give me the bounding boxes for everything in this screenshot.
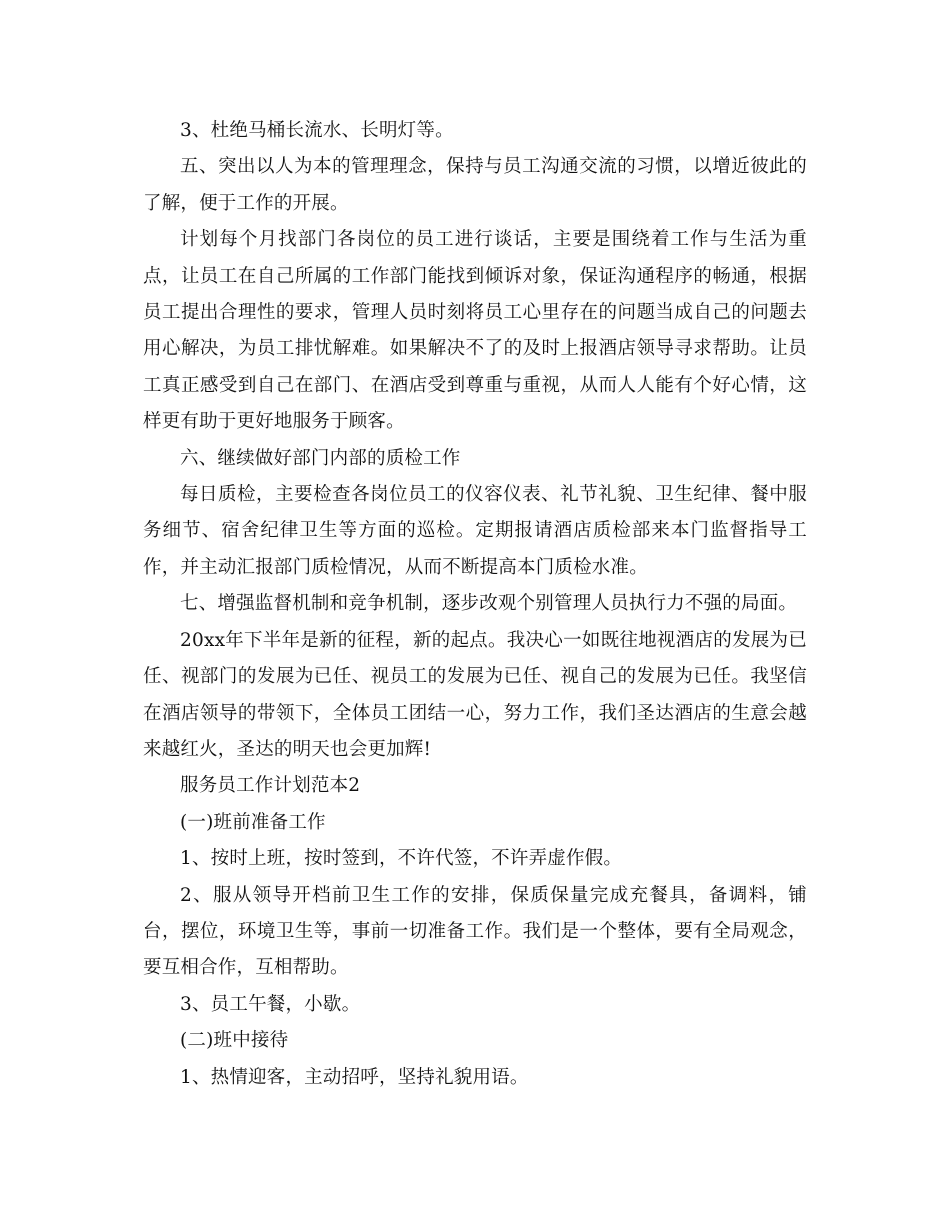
paragraph-item-2-preparation: 2、服从领导开档前卫生工作的安排，保质保量完成充餐具，备调料，铺台，摆位，环境卫生等，事前一切准备工作。我们是一个整体，要有全局观念，要互相合作，互相帮助。 <box>143 884 807 979</box>
subheading-pre-shift: (一)班前准备工作 <box>180 811 326 833</box>
paragraph-monthly-talks: 计划每个月找部门各岗位的员工进行谈话，主要是围绕着工作与生活为重点，让员工在自己所属的工作部门能找到倾诉对象，保证沟通程序的畅通，根据员工提出合理性的要求，管理人员时刻将员工心里存在的问题当成自己的问题去用心解决，为员工排忧解难。如果解决不了的及时上报酒店领导寻求帮助。让员工真正感受到自己在部门、在酒店受到尊重与重视，从而人人能有个好心情，这样更有助于更好地服务于顾客。 <box>143 229 807 433</box>
paragraph-item-3-lunch: 3、员工午餐，小歇。 <box>180 993 361 1015</box>
subheading-mid-shift: (二)班中接待 <box>180 1030 289 1052</box>
section-heading-7: 七、增强监督机制和竞争机制，逐步改观个别管理人员执行力不强的局面。 <box>180 593 798 615</box>
paragraph-item-1-punctuality: 1、按时上班，按时签到，不许代签，不许弄虚作假。 <box>180 848 623 870</box>
paragraph-second-half-year: 20xx年下半年是新的征程，新的起点。我决心一如既往地视酒店的发展为已任、视部门的发展为已任、视员工的发展为已任、视自己的发展为已任。我坚信在酒店领导的带领下，全体员工团结一心，努力工作，我们圣达酒店的生意会越来越红火，圣达的明天也会更加辉! <box>143 629 807 760</box>
document-body <box>143 113 807 1096</box>
section-heading-6: 六、继续做好部门内部的质检工作 <box>180 447 461 469</box>
section-heading-5: 五、突出以人为本的管理理念，保持与员工沟通交流的习惯，以增近彼此的了解，便于工作的开展。 <box>143 156 807 214</box>
sample-title-2: 服务员工作计划范本2 <box>180 775 361 797</box>
paragraph-daily-inspection: 每日质检，主要检查各岗位员工的仪容仪表、礼节礼貌、卫生纪律、餐中服务细节、宿舍纪律卫生等方面的巡检。定期报请酒店质检部来本门监督指导工作，并主动汇报部门质检情况，从而不断提高本门质检水准。 <box>143 484 807 578</box>
paragraph-item-3-toilet-lights: 3、杜绝马桶长流水、长明灯等。 <box>180 120 454 141</box>
paragraph-item-1-greeting: 1、热情迎客，主动招呼，坚持礼貌用语。 <box>180 1066 529 1088</box>
